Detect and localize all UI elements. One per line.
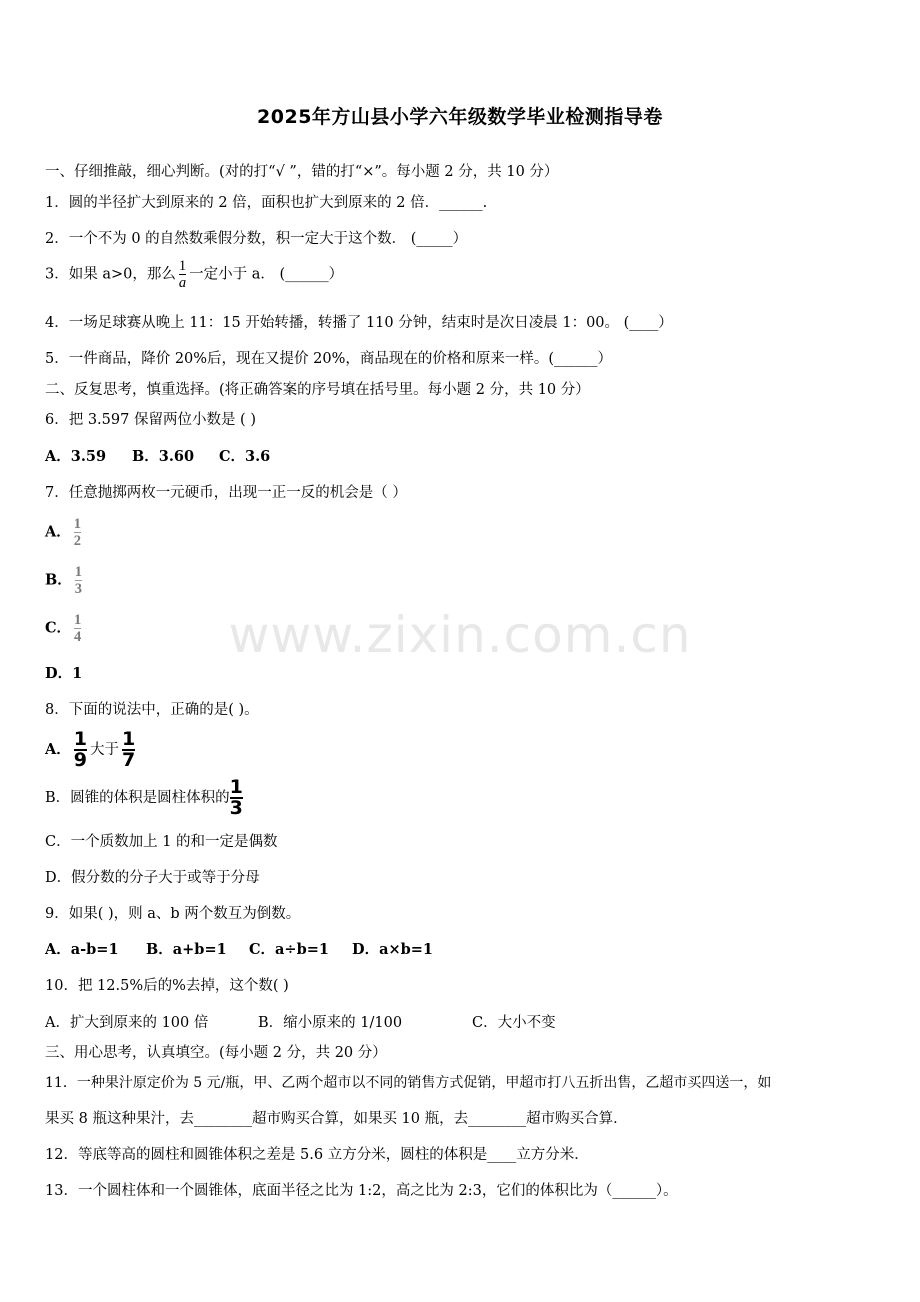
option-label: B． — [45, 571, 72, 589]
fraction-numerator: 1 — [74, 612, 82, 628]
question-1: 1．圆的半径扩大到原来的 2 倍，面积也扩大到原来的 2 倍．______. — [45, 195, 488, 211]
fraction-denominator: 3 — [74, 581, 83, 597]
question-11-line-1: 11．一种果汁原定价为 5 元/瓶，甲、乙两个超市以不同的销售方式促销，甲超市打八五折出售，乙超市买四送一，如 — [45, 1075, 772, 1091]
fraction-1-3 — [75, 564, 82, 597]
question-7-option-a — [45, 516, 84, 549]
fraction-1-3-bold — [230, 778, 243, 818]
question-5: 5．一件商品，降价 20%后，现在又提价 20%，商品现在的价格和原来一样。(______） — [45, 351, 613, 367]
option-c: C．3.6 — [219, 448, 271, 465]
fraction-denominator: 3 — [229, 797, 243, 819]
question-4: 4．一场足球赛从晚上 11：15 开始转播，转播了 110 分钟，结束时是次日凌晨 1：00。 (____） — [45, 315, 673, 331]
watermark: www.zixin.com.cn — [228, 606, 692, 664]
fraction-denominator: 9 — [73, 749, 87, 771]
question-7-option-d: D．1 — [45, 665, 83, 682]
section-2-heading: 二、反复思考，慎重选择。(将正确答案的序号填在括号里。每小题 2 分，共 10 分） — [45, 382, 590, 398]
question-8: 8．下面的说法中，正确的是( )。 — [45, 702, 259, 718]
option-label: A． — [45, 523, 71, 541]
question-6: 6．把 3.597 保留两位小数是 ( ) — [45, 412, 256, 428]
question-6-options — [45, 447, 270, 467]
fraction-1-2 — [74, 516, 81, 549]
fraction-numerator: 1 — [178, 258, 187, 274]
fraction-1-9 — [74, 730, 87, 770]
page-title: 2025年方山县小学六年级数学毕业检测指导卷 — [257, 106, 663, 128]
option-a: A．扩大到原来的 100 倍 — [45, 1015, 209, 1031]
option-label: C． — [45, 619, 72, 637]
fraction-numerator: 1 — [122, 728, 136, 750]
fraction-1-7 — [122, 730, 135, 770]
fraction-numerator: 1 — [73, 516, 82, 532]
option-c: C．a÷b=1 — [249, 941, 329, 958]
question-10: 10．把 12.5%后的%去掉，这个数( ) — [45, 978, 289, 994]
option-b-text: B．圆锥的体积是圆柱体积的 — [45, 790, 230, 806]
question-2: 2．一个不为 0 的自然数乘假分数，积一定大于这个数． (_____） — [45, 231, 468, 247]
question-3-pre: 3．如果 a>0，那么 — [45, 266, 176, 283]
question-9: 9．如果( )，则 a、b 两个数互为倒数。 — [45, 906, 301, 922]
fraction-1-over-a — [179, 258, 186, 291]
question-12: 12．等底等高的圆柱和圆锥体积之差是 5.6 立方分米，圆柱的体积是____立方分米． — [45, 1147, 589, 1163]
section-3-heading: 三、用心思考，认真填空。(每小题 2 分，共 20 分） — [45, 1045, 387, 1061]
section-1-heading: 一、仔细推敲，细心判断。(对的打“√ ”，错的打“×”。每小题 2 分，共 10 分） — [45, 164, 559, 180]
fraction-denominator: a — [178, 275, 187, 291]
question-8-option-a — [45, 730, 138, 770]
fraction-numerator: 1 — [74, 564, 83, 580]
option-c: C．大小不变 — [472, 1015, 556, 1031]
question-3 — [45, 258, 343, 291]
option-b: B．a+b=1 — [146, 941, 227, 958]
question-7: 7．任意抛掷两枚一元硬币，出现一正一反的机会是（ ） — [45, 485, 407, 501]
fraction-denominator: 4 — [74, 629, 82, 645]
question-9-options — [45, 940, 433, 960]
option-b: B．3.60 — [132, 448, 195, 465]
fraction-numerator: 1 — [229, 776, 243, 798]
question-3-post: 一定小于 a． (______） — [189, 266, 344, 283]
question-7-option-b — [45, 564, 85, 597]
option-a: A．3.59 — [45, 448, 107, 465]
fraction-numerator: 1 — [73, 728, 87, 750]
fraction-denominator: 2 — [73, 533, 82, 549]
option-a-text: 大于 — [90, 742, 119, 758]
option-b: B．缩小原来的 1/100 — [258, 1015, 403, 1031]
option-a: A．a-b=1 — [45, 941, 119, 958]
question-10-options — [45, 1013, 556, 1033]
question-8-option-c: C．一个质数加上 1 的和一定是偶数 — [45, 834, 278, 850]
fraction-denominator: 7 — [122, 749, 136, 771]
question-13: 13．一个圆柱体和一个圆锥体，底面半径之比为 1:2，高之比为 2:3，它们的体积比为（______）。 — [45, 1183, 678, 1199]
question-8-option-b — [45, 778, 246, 818]
question-8-option-d: D．假分数的分子大于或等于分母 — [45, 870, 260, 886]
option-d: D．a×b=1 — [352, 941, 433, 958]
question-11-line-2: 果买 8 瓶这种果汁，去________超市购买合算，如果买 10 瓶，去________超市购买合算． — [45, 1111, 628, 1127]
option-label: A． — [45, 741, 71, 758]
